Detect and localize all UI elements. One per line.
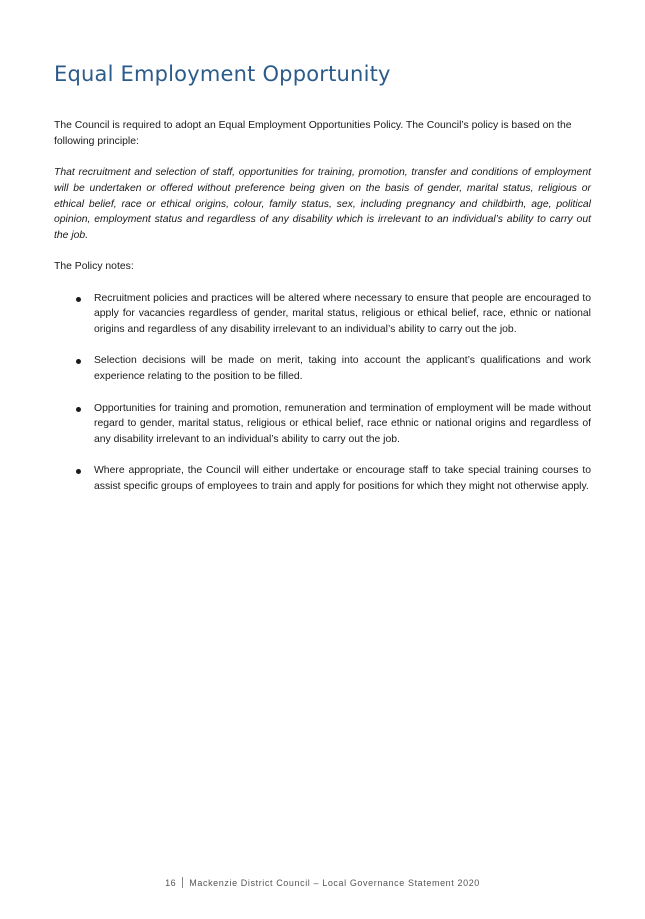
note-text: Recruitment policies and practices will be altered where necessary to ensure that people are encouraged to apply for vacancies regardless of gender, marital status, religious or ethical belief, race, ethnic or national origins and regardless of any disability irrelevant to an individual’s ability to carry out the job.: [94, 292, 591, 336]
policy-notes-list: [54, 291, 591, 495]
intro-paragraph: The Council is required to adopt an Equal Employment Opportunities Policy. The Council’s policy is based on the following principle:: [54, 120, 572, 147]
document-body: [54, 118, 591, 510]
notes-heading: The Policy notes:: [54, 261, 134, 273]
bullet-icon: [76, 297, 81, 302]
list-item: [54, 353, 591, 384]
list-item: [54, 291, 591, 338]
page-footer: [0, 877, 645, 888]
footer-text: Mackenzie District Council – Local Governance Statement 2020: [189, 878, 480, 888]
page-number: 16: [165, 878, 177, 888]
note-text: Selection decisions will be made on merit, taking into account the applicant’s qualifications and work experience relating to the position to be filled.: [94, 355, 591, 383]
note-text: Where appropriate, the Council will either undertake or encourage staff to take special training courses to assist specific groups of employees to train and apply for positions for which they might not otherwise apply.: [94, 465, 591, 493]
bullet-icon: [76, 359, 81, 364]
footer-divider: [182, 877, 183, 888]
list-item: [54, 463, 591, 494]
bullet-icon: [76, 469, 81, 474]
page-title: Equal Employment Opportunity: [54, 62, 391, 86]
note-text: Opportunities for training and promotion, remuneration and termination of employment will be made without regard to gender, marital status, religious or ethical belief, race ethnic or national origins and regardless of any disability irrelevant to an individual’s ability to carry out the job.: [94, 402, 591, 445]
principle-paragraph: That recruitment and selection of staff, opportunities for training, promotion, transfer and conditions of employment will be undertaken or offered without preference being given on the basis of gender, marital status, religious or ethical belief, race or ethical origins, colour, family status, sex, including pregnancy and childbirth, age, political opinion, employment status and regardless of any disability which is irrelevant to an individual’s ability to carry out the job.: [54, 167, 591, 241]
list-item: [54, 401, 591, 448]
bullet-icon: [76, 407, 81, 412]
